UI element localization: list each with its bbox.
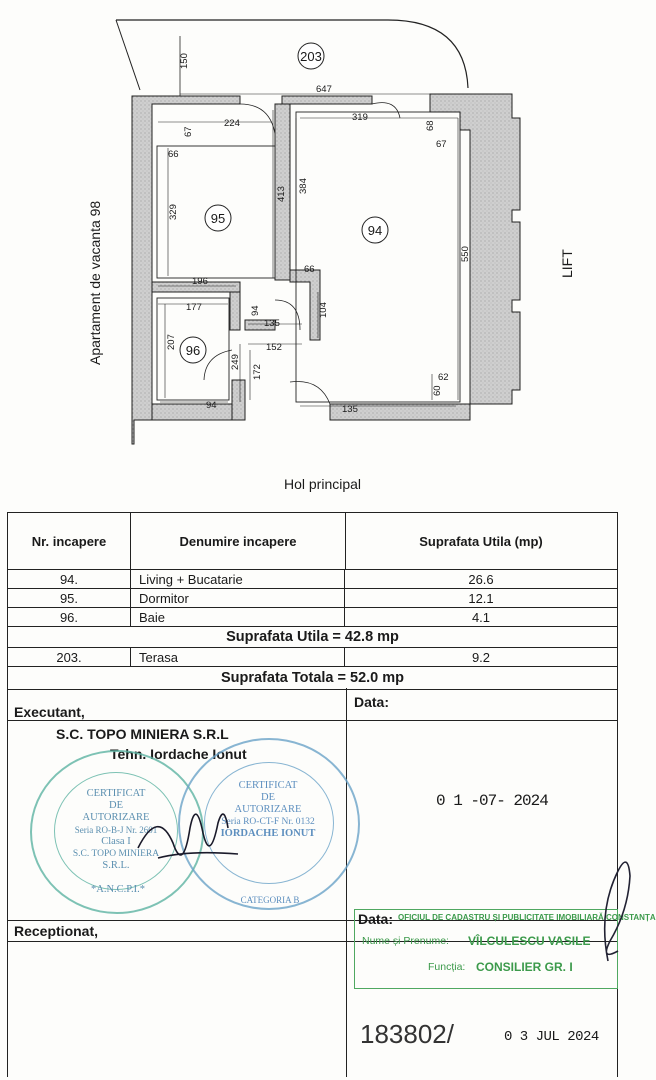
cell-suprafata: 12.1 (468, 590, 494, 606)
cell-suprafata: 26.6 (468, 571, 494, 587)
executant-date-label: Data: (354, 694, 390, 710)
dim-label: 66 (168, 149, 179, 160)
walls (132, 96, 240, 444)
table-row (8, 608, 617, 627)
main-hall-label: Hol principal (284, 476, 362, 492)
dim-label: 224 (224, 118, 240, 129)
dim-label: 135 (264, 318, 280, 329)
dim-label: 329 (168, 204, 179, 220)
room-96-label: 96 (185, 343, 201, 358)
stamp1-line: AUTORIZARE (82, 812, 150, 823)
executant-section (7, 688, 656, 922)
table-row (8, 648, 617, 667)
nume-label: Nume și Prenume: (362, 935, 449, 947)
cell-denumire: Dormitor (131, 589, 345, 607)
dim-label: 135 (342, 404, 358, 415)
dim-label: 67 (183, 126, 194, 137)
cell-denumire: Living + Bucatarie (131, 570, 345, 588)
cell-nr: 96. (8, 608, 131, 626)
stamp2-line: DE (261, 792, 275, 803)
stamp2-ring: CATEGORIA B (240, 895, 300, 905)
dim-label: 172 (252, 364, 263, 380)
dim-label: 62 (438, 372, 449, 383)
room-94-label: 94 (367, 223, 383, 238)
subtotal-row: Suprafata Utila = 42.8 mp (8, 627, 617, 648)
executant-label: Executant, (14, 704, 85, 720)
stamp1-line: S.R.L. (102, 860, 130, 871)
room-95-label: 95 (210, 211, 226, 226)
total-row: Suprafata Totala = 52.0 mp (8, 667, 617, 690)
nume-value: VÎLCULESCU VASILE (468, 934, 591, 948)
dim-label: 207 (166, 334, 177, 350)
stamp1-line: Clasa I (101, 836, 131, 847)
stamp1-line: S.C. TOPO MINIERA (72, 849, 160, 859)
col-header-denumire: Denumire incapere (131, 513, 346, 569)
stamp1-line: Seria RO-B-J Nr. 2601 (74, 825, 158, 835)
neighbor-apartment-label: Apartament de vacanta 98 (87, 200, 103, 365)
floor-plan (0, 0, 639, 510)
company-name: S.C. TOPO MINIERA S.R.L (56, 726, 229, 742)
dim-label: 60 (432, 385, 443, 396)
col-header-nr: Nr. incapere (8, 513, 131, 569)
door-arc (240, 104, 275, 134)
dim-label: 249 (230, 354, 241, 370)
functia-label: Funcția: (428, 961, 466, 973)
receptionat-date-label: Data: (358, 911, 394, 927)
area-table (7, 512, 618, 699)
dim-label: 177 (186, 302, 202, 313)
dim-label: 150 (179, 53, 190, 69)
terrace-outline (116, 20, 468, 88)
cell-denumire: Baie (131, 608, 345, 626)
dim-label: 104 (318, 302, 329, 318)
dim-label: 152 (266, 342, 282, 353)
dim-label: 66 (304, 264, 315, 275)
dim-label: 647 (316, 84, 332, 95)
dim-label: 196 (192, 276, 208, 287)
dim-label: 94 (250, 305, 261, 316)
cell-nr: 95. (8, 589, 131, 607)
dim-label: 384 (298, 178, 309, 194)
room-203-label: 203 (300, 49, 322, 64)
dim-label: 94 (206, 400, 217, 411)
cell-nr: 94. (8, 570, 131, 588)
stamp2-line: IORDACHE IONUT (220, 828, 316, 839)
cell-suprafata: 4.1 (471, 609, 491, 625)
col-header-suprafata: Suprafata Utila (mp) (419, 533, 543, 549)
table-row (8, 589, 617, 608)
signature (128, 788, 248, 888)
stamp1-line: CERTIFICAT (86, 788, 146, 799)
signature-2 (578, 851, 638, 981)
technician-name: Tehn. Iordache Ionut (110, 746, 247, 762)
stamp2-line: Seria RO-CT-F Nr. 0132 (221, 817, 315, 827)
stamp1-line: DE (109, 800, 123, 811)
stamp2-line: AUTORIZARE (234, 804, 302, 815)
functia-value: CONSILIER GR. I (476, 960, 573, 974)
lift-label: LIFT (559, 249, 575, 278)
table-row (8, 570, 617, 589)
dim-label: 67 (436, 139, 447, 150)
cell-nr: 203. (8, 648, 131, 666)
stamp2-line: CERTIFICAT (238, 780, 298, 791)
registration-number: 183802/ (360, 1019, 454, 1049)
cell-denumire: Terasa (131, 648, 345, 666)
dim-label: 68 (425, 120, 436, 131)
dim-label: 413 (276, 186, 287, 202)
dim-label: 550 (460, 246, 471, 262)
executant-date: 0 1 -07- 2024 (436, 792, 548, 810)
dim-label: 319 (352, 112, 368, 123)
stamp1-ring: *A.N.C.P.I.* (91, 884, 145, 895)
receptionat-label: Receptionat, (14, 923, 99, 939)
cell-suprafata: 9.2 (471, 649, 491, 665)
receptionat-section (7, 911, 656, 1077)
registration-date: 0 3 JUL 2024 (504, 1029, 599, 1045)
office-stamp-header: OFICIUL DE CADASTRU ȘI PUBLICITATE IMOBILIARĂ CONSTANȚA (398, 913, 656, 922)
